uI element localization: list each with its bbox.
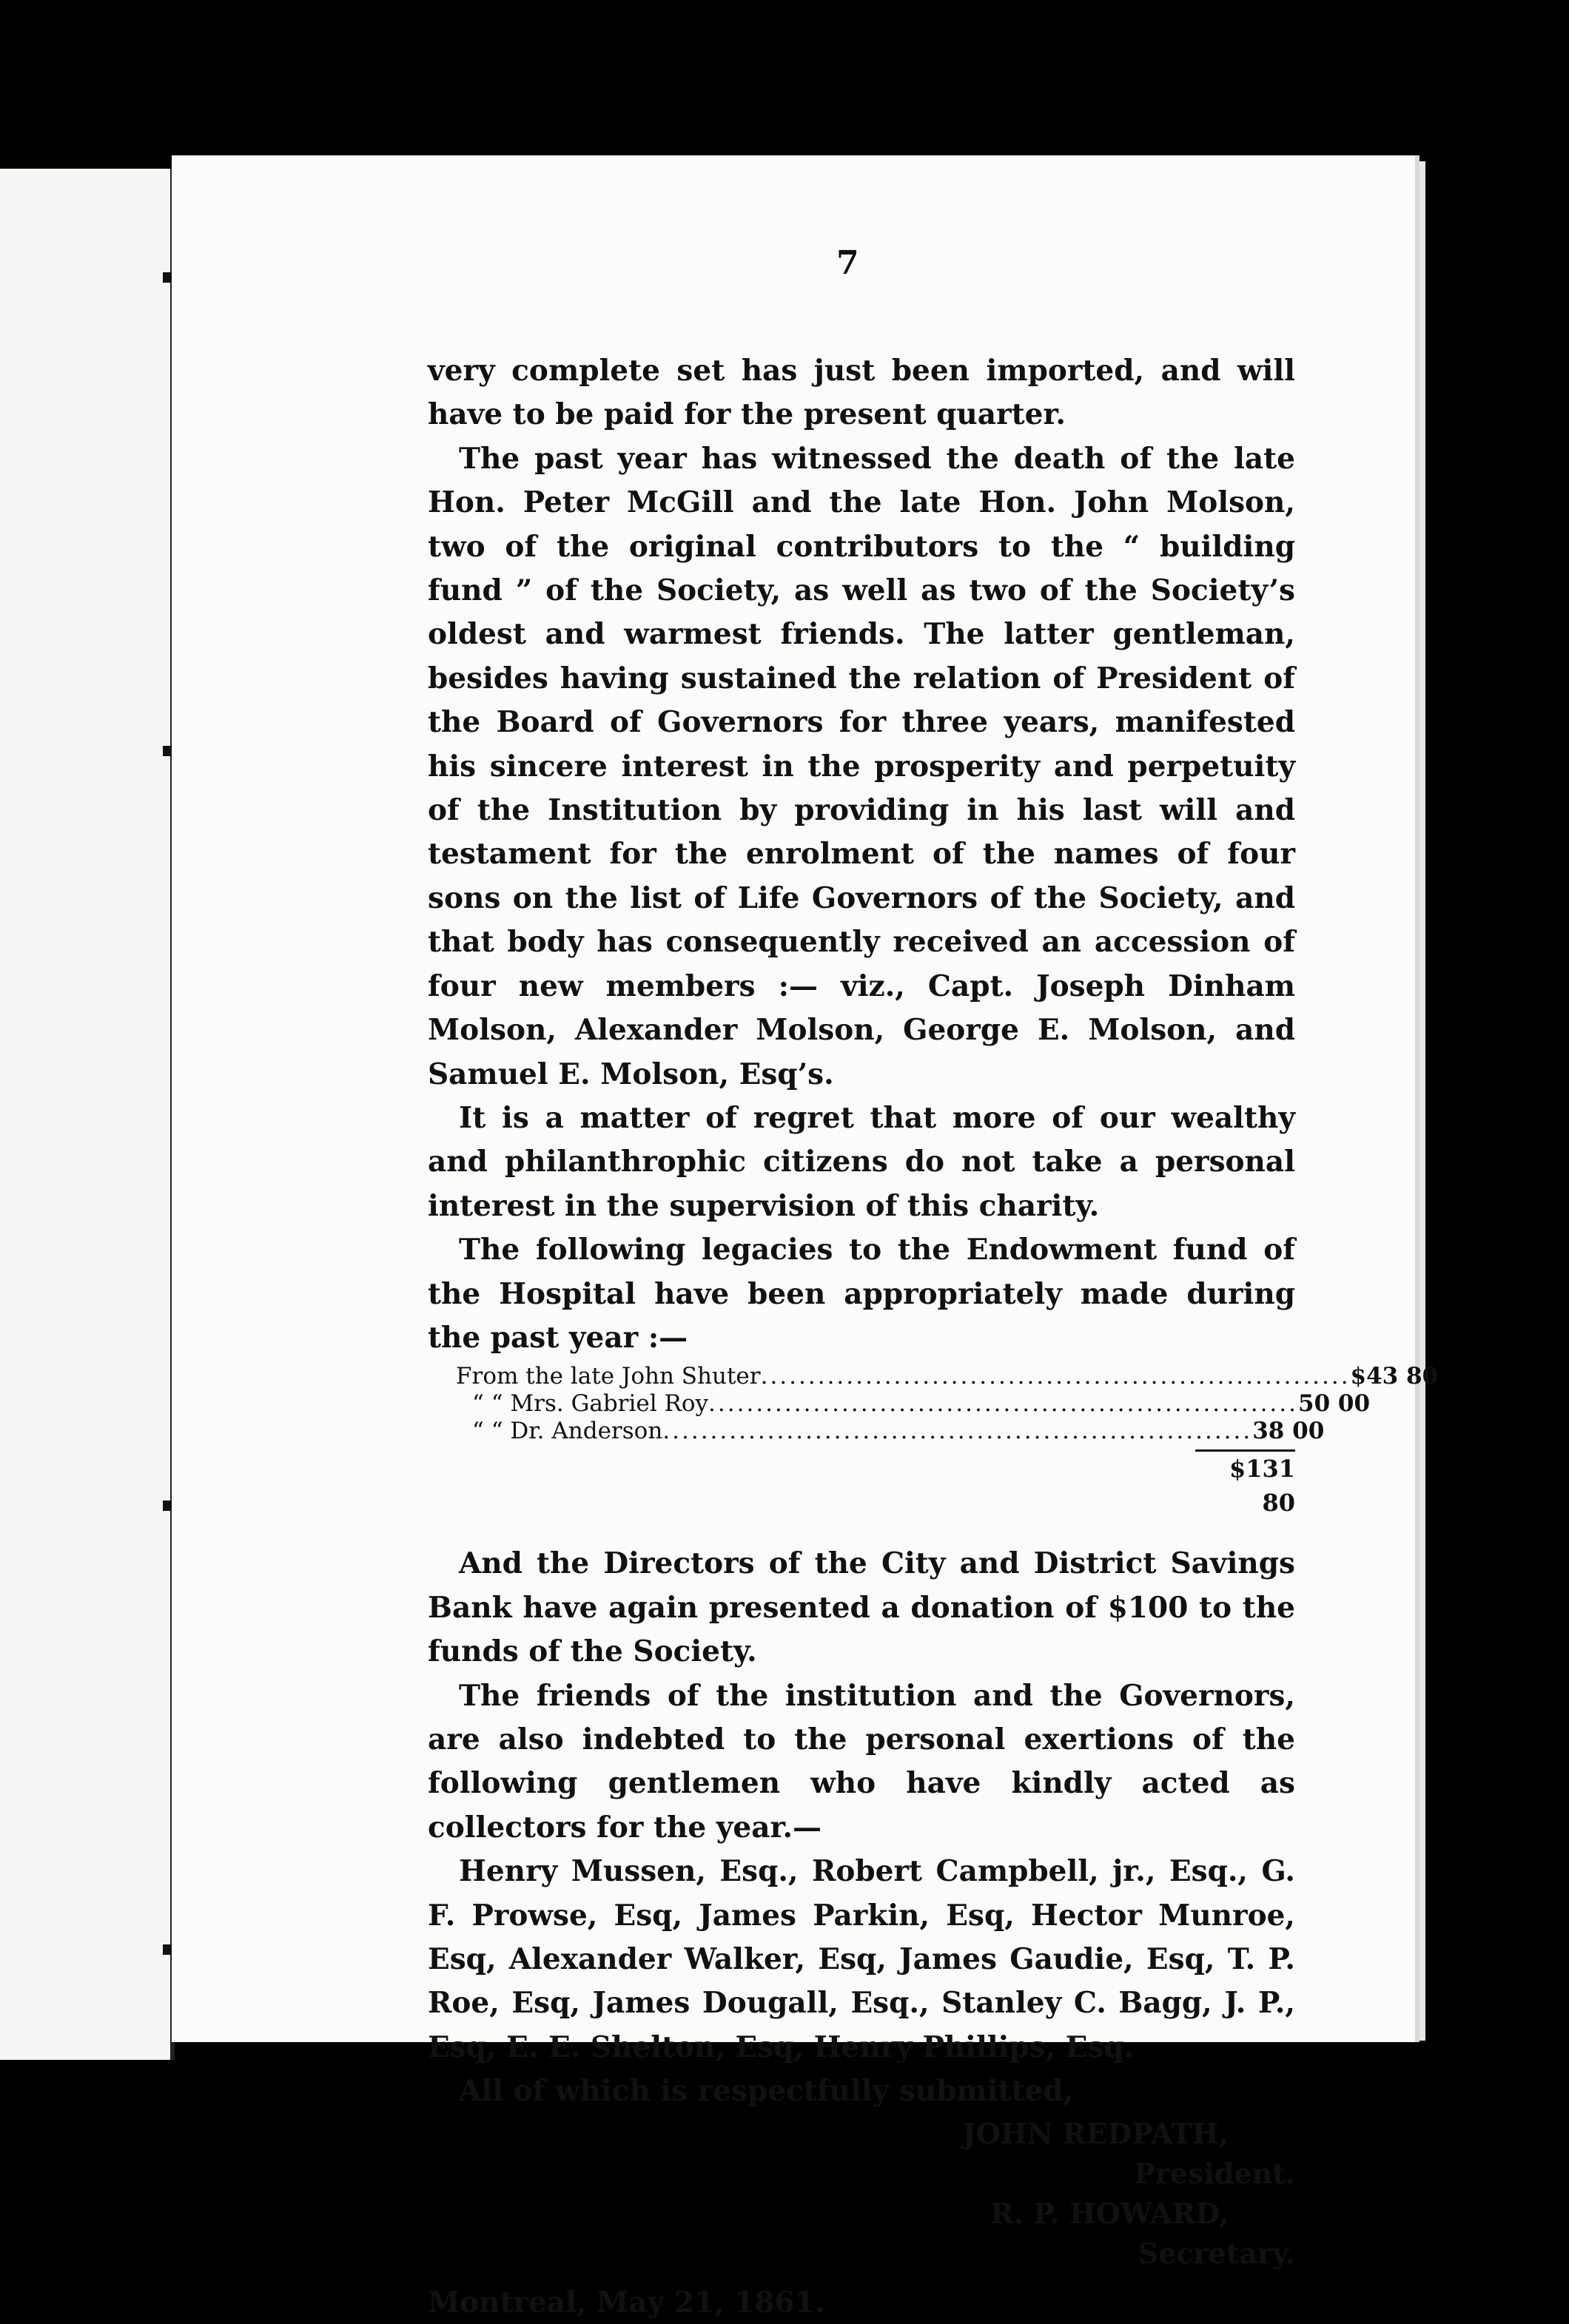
leader-dots: .............................................................. — [662, 1418, 1253, 1445]
legacy-row — [428, 1390, 1371, 1418]
paragraph: It is a matter of regret that more of our wealthy and philanthrophic citizens do not take a personal interest in the supervision of this charity. — [428, 1100, 1295, 1223]
paragraph: The friends of the institution and the Governors, are also indebted to the personal exertions of the following gentlemen who have kindly acted as collectors for the year.— — [428, 1678, 1295, 1845]
signatory-title: President. — [1134, 2156, 1295, 2190]
legacy-label: “ “ Dr. Anderson — [472, 1418, 663, 1445]
page-edge — [1415, 161, 1425, 2041]
signatory-name: R. P. HOWARD, — [990, 2196, 1229, 2230]
signature-block — [428, 2114, 1295, 2274]
paragraph: All of which is respectfully submitted, — [459, 2074, 1074, 2109]
paragraph: And the Directors of the City and District Savings Bank have again presented a donation of $100 to the funds of the Society. — [428, 1546, 1295, 1669]
left-page-edge — [0, 169, 175, 2060]
legacy-total-row — [428, 1449, 1295, 1520]
legacy-row — [428, 1363, 1439, 1390]
paragraph: The past year has witnessed the death of the late Hon. Peter McGill and the late Hon. John Molson, two of the original contributors to the “ building fund ” of the Society, as well as two of the Society’s oldest and warmest friends. The latter gentleman, besides having sustained the relation of President of the Board of Governors for three years, manifested his sincere interest in the prosperity and perpetuity of the Institution by providing in his last will and testament for the enrolment of the names of four sons on the list of Life Governors of the Society, and that body has consequently received an accession of four new members :— viz., Capt. Joseph Dinham Molson, Alexander Molson, George E. Molson, and Samuel E. Molson, Esq’s. — [428, 441, 1295, 1091]
page-number: 7 — [836, 244, 859, 282]
legacies-list — [428, 1363, 1439, 1520]
paragraph: very complete set has just been imported, and will have to be paid for the present quarter. — [428, 354, 1295, 432]
leader-dots: .............................................................. — [708, 1390, 1298, 1418]
legacy-label: “ “ Mrs. Gabriel Roy — [472, 1390, 709, 1418]
paragraph: The following legacies to the Endowment fund of the Hospital have been appropriately made during the past year :— — [428, 1233, 1295, 1355]
signatory-title: Secretary. — [1138, 2236, 1295, 2270]
collectors-list: Henry Mussen, Esq., Robert Campbell, jr., Esq., G. F. Prowse, Esq, James Parkin, Esq, Hector Munroe, Esq, Alexander Walker, Esq, James Gaudie, Esq, T. P. Roe, Esq, James Dougall, Esq., Stanley C. Bagg, J. P., Esq, E. E. Shelton, Esq, Henry Phillips, Esq. — [428, 1854, 1295, 2064]
legacy-amount: 38 00 — [1252, 1418, 1325, 1445]
dateline: Montreal, May 21, 1861. — [428, 2285, 825, 2320]
leader-dots: .............................................................. — [760, 1363, 1351, 1390]
page-body — [428, 349, 1439, 2324]
legacy-row — [428, 1418, 1325, 1445]
legacy-total: $131 80 — [1195, 1449, 1295, 1520]
legacy-amount: $43 80 — [1350, 1363, 1439, 1390]
signatory-name: JOHN REDPATH, — [962, 2116, 1229, 2150]
legacy-label: From the late John Shuter — [456, 1363, 761, 1390]
legacy-amount: 50 00 — [1298, 1390, 1371, 1418]
